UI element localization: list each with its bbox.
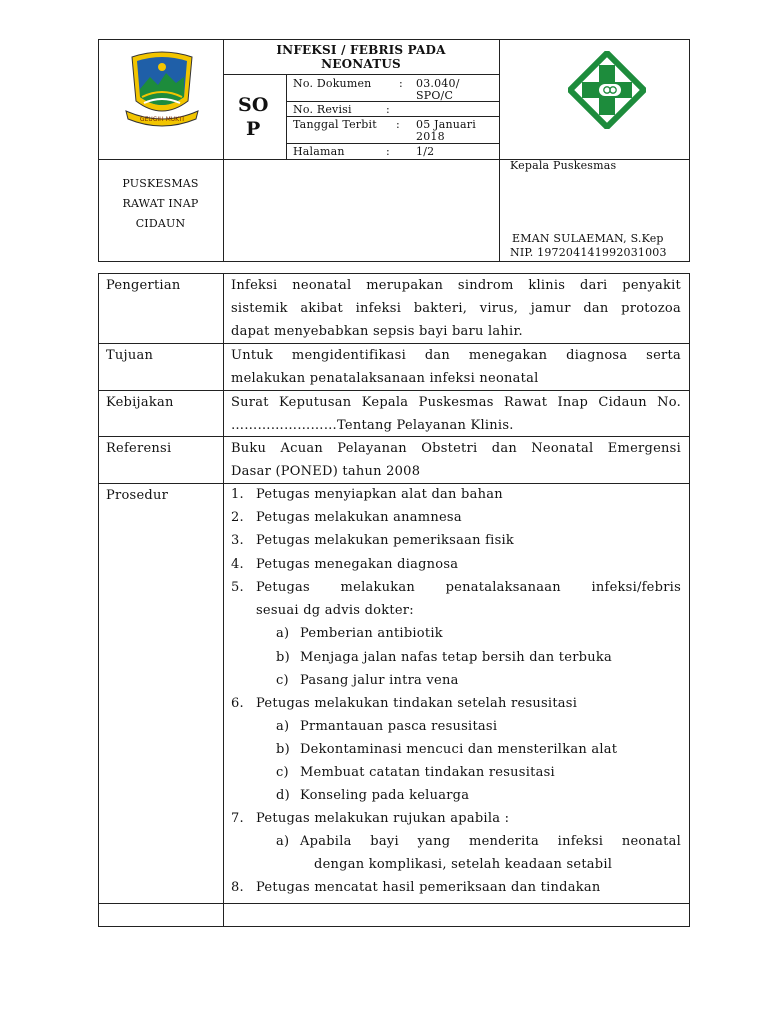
regency-crest-logo: [124, 47, 200, 131]
meta-doc-number-label: No. Dokumen: [293, 77, 372, 90]
label-tujuan: Tujuan: [106, 348, 154, 363]
meta-colon: :: [396, 118, 400, 131]
meta-colon: :: [386, 145, 390, 158]
tujuan-line2: melakukan penatalaksanaan infeksi neonatal: [231, 371, 539, 386]
sop-title-line2: NEONATUS: [321, 57, 401, 71]
pengertian-line3: dapat menyebabkan sepsis bayi baru lahir.: [231, 324, 523, 339]
pengertian-line1: Infeksi neonatal merupakan sindrom klinis dari penyakit: [231, 278, 681, 293]
step-number: 1.: [231, 487, 244, 502]
step-text: Petugas menyiapkan alat dan bahan: [256, 487, 503, 502]
tujuan-line1: Untuk mengidentifikasi dan menegakan diagnosa serta: [231, 348, 681, 363]
org-name-line3: CIDAUN: [135, 217, 186, 230]
sop-label-line1: SO: [238, 94, 269, 116]
step-text: Petugas melakukan pemeriksaan fisik: [256, 533, 515, 548]
signer-nip: NIP. 197204141992031003: [510, 246, 667, 259]
sop-label-line2: P: [246, 118, 261, 140]
substep-text-continued: dengan komplikasi, setelah keadaan setabil: [314, 857, 613, 872]
step-text: Petugas melakukan penatalaksanaan infeksi/febris: [256, 580, 681, 595]
substep-letter: b): [276, 650, 290, 665]
sop-header-table: [98, 39, 690, 262]
meta-issue-date-label: Tanggal Terbit: [293, 118, 377, 131]
pengertian-line2: sistemik akibat infeksi bakteri, virus, jamur dan protozoa: [231, 301, 681, 316]
substep-letter: c): [276, 673, 289, 688]
step-text: Petugas melakukan rujukan apabila :: [256, 811, 510, 826]
signer-title: Kepala Puskesmas: [510, 159, 617, 172]
step-number: 3.: [231, 533, 244, 548]
meta-issue-date-value-2: 2018: [416, 130, 445, 143]
step-number: 2.: [231, 510, 244, 525]
org-name-line1: PUSKESMAS: [122, 177, 199, 190]
label-pengertian: Pengertian: [106, 278, 181, 293]
signer-name: EMAN SULAEMAN, S.Kep: [512, 232, 664, 245]
substep-letter: d): [276, 788, 290, 803]
puskesmas-logo: [568, 51, 646, 129]
substep-text: Pemberian antibiotik: [300, 626, 443, 641]
label-referensi: Referensi: [106, 441, 172, 456]
step-text: Petugas menegakan diagnosa: [256, 557, 459, 572]
meta-doc-number-value: 03.040/: [416, 77, 460, 90]
step-number: 5.: [231, 580, 244, 595]
substep-text: Menjaga jalan nafas tetap bersih dan terbuka: [300, 650, 612, 665]
label-kebijakan: Kebijakan: [106, 395, 174, 410]
org-name-line2: RAWAT INAP: [122, 197, 199, 210]
substep-text: Konseling pada keluarga: [300, 788, 470, 803]
substep-letter: a): [276, 834, 290, 849]
substep-text: Pasang jalur intra vena: [300, 673, 459, 688]
substep-text: Membuat catatan tindakan resusitasi: [300, 765, 555, 780]
step-text: Petugas melakukan anamnesa: [256, 510, 462, 525]
meta-issue-date-value: 05 Januari: [416, 118, 476, 131]
substep-letter: c): [276, 765, 289, 780]
sop-title-line1: INFEKSI / FEBRIS PADA: [276, 43, 446, 57]
kebijakan-line2: ……………………Tentang Pelayanan Klinis.: [231, 418, 514, 433]
referensi-line1: Buku Acuan Pelayanan Obstetri dan Neonatal Emergensi: [231, 441, 681, 456]
referensi-line2: Dasar (PONED) tahun 2008: [231, 464, 421, 479]
meta-colon: :: [386, 103, 390, 116]
substep-text: Prmantauan pasca resusitasi: [300, 719, 498, 734]
meta-doc-number-value-2: SPO/C: [416, 89, 454, 102]
logo-ribbon-text: GEUGIH MUKTI: [139, 116, 185, 123]
kebijakan-line1: Surat Keputusan Kepala Puskesmas Rawat Inap Cidaun No.: [231, 395, 681, 410]
step-text: Petugas mencatat hasil pemeriksaan dan tindakan: [256, 880, 601, 895]
substep-text: Apabila bayi yang menderita infeksi neonatal: [300, 834, 681, 849]
substep-letter: a): [276, 719, 290, 734]
step-number: 4.: [231, 557, 244, 572]
step-text: Petugas melakukan tindakan setelah resusitasi: [256, 696, 578, 711]
step-number: 6.: [231, 696, 244, 711]
substep-text: Dekontaminasi mencuci dan mensterilkan alat: [300, 742, 618, 757]
meta-colon: :: [399, 77, 403, 90]
substep-letter: a): [276, 626, 290, 641]
label-prosedur: Prosedur: [106, 488, 169, 503]
step-number: 8.: [231, 880, 244, 895]
step-number: 7.: [231, 811, 244, 826]
substep-letter: b): [276, 742, 290, 757]
sop-body-table: [98, 273, 690, 927]
meta-page-label: Halaman: [293, 145, 345, 158]
step-text-continued: sesuai dg advis dokter:: [256, 603, 414, 618]
meta-revision-label: No. Revisi: [293, 103, 352, 116]
meta-page-value: 1/2: [416, 145, 435, 158]
